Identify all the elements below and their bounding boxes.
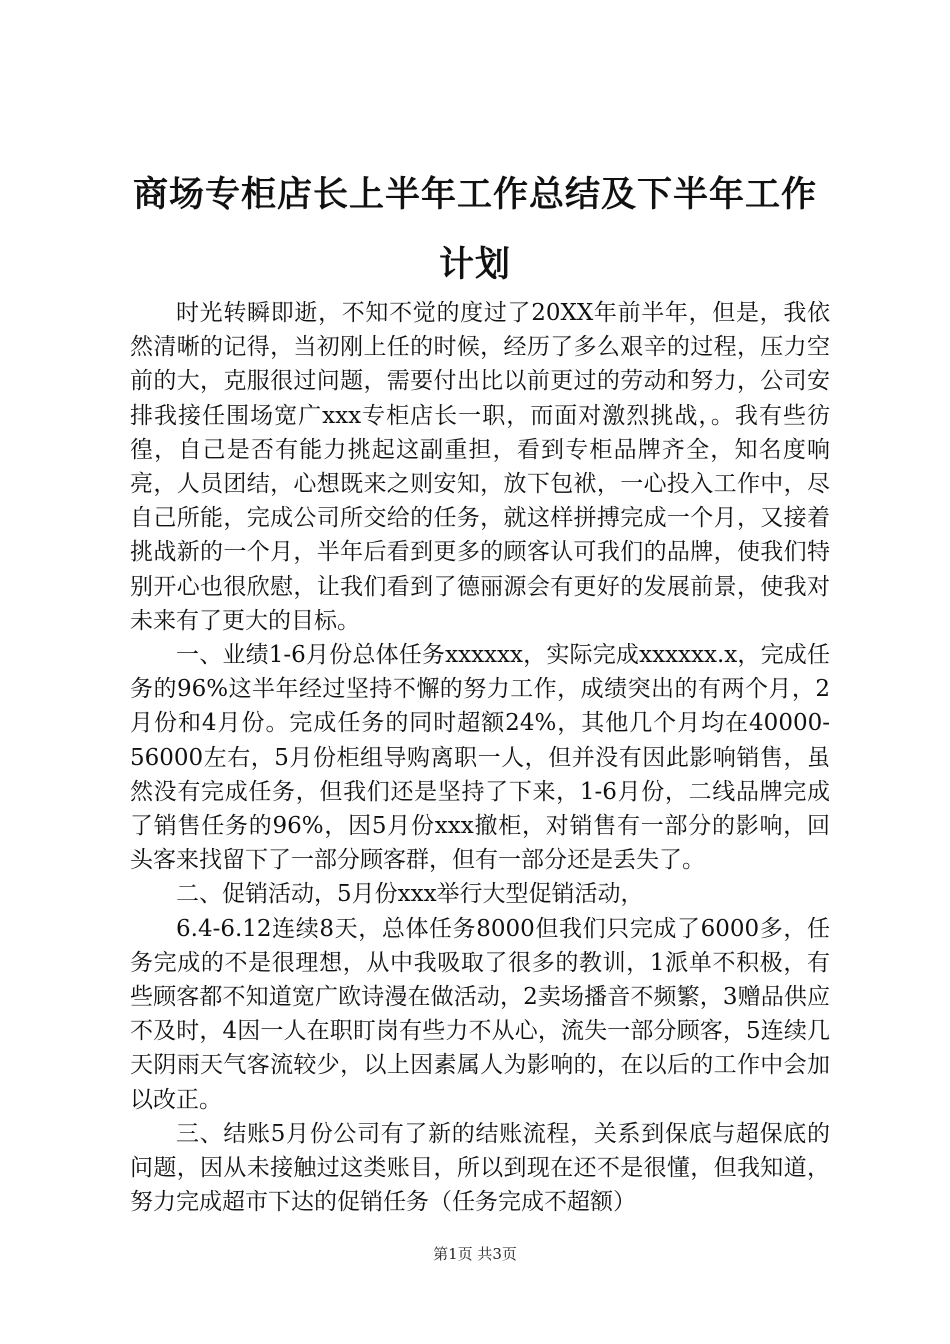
paragraph-intro: 时光转瞬即逝，不知不觉的度过了20XX年前半年，但是，我依然清晰的记得，当初刚上任的时候，经历了多么艰辛的过程，压力空前的大，克服很过问题，需要付出比以前更过的劳动和努力，公司安排我接任围场宽广xxx专柜店长一职，而面对激烈挑战，。我有些彷徨，自己是否有能力挑起这副重担，看到专柜品牌齐全，知名度响亮，人员团结，心想既来之则安知，放下包袱，一心投入工作中，尽自己所能，完成公司所交给的任务，就这样拼搏完成一个月，又接着挑战新的一个月，半年后看到更多的顾客认可我们的品牌，使我们特别开心也很欣慰，让我们看到了德丽源会有更好的发展前景，使我对未来有了更大的目标。 bbox=[130, 300, 830, 634]
paragraph-promotion-details: 6.4-6.12连续8天，总体任务8000但我们只完成了6000多，任务完成的不是很理想，从中我吸取了很多的教训，1派单不积极，有些顾客都不知道宽广欧诗漫在做活动，2卖场播音不频繁，3赠品供应不及时，4因一人在职盯岗有些力不从心，流失一部分顾客，5连续几天阴雨天气客流较少，以上因素属人为影响的，在以后的工作中会加以改正。 bbox=[130, 915, 830, 1113]
paragraph-promotion-heading: 二、促销活动，5月份xxx举行大型促销活动， bbox=[176, 881, 644, 908]
paragraph-settlement: 三、结账5月份公司有了新的结账流程，关系到保底与超保底的问题，因从未接触过这类账目，所以到现在还不是很懂，但我知道，努力完成超市下达的促销任务（任务完成不超额） bbox=[130, 1120, 830, 1216]
document-body bbox=[130, 296, 830, 1219]
paragraph-performance: 一、业绩1-6月份总体任务xxxxxx，实际完成xxxxxx.x，完成任务的96%这半年经过坚持不懈的努力工作，成绩突出的有两个月，2月份和4月份。完成任务的同时超额24%，其他几个月均在40000-56000左右，5月份柜组导购离职一人，但并没有因此影响销售，虽然没有完成任务，但我们还是坚持了下来，1-6月份，二线品牌完成了销售任务的96%，因5月份xxx撤柜，对销售有一部分的影响，回头客来找留下了一部分顾客群，但有一部分还是丢失了。 bbox=[130, 642, 830, 874]
page-number-footer: 第1页 共3页 bbox=[433, 1245, 517, 1263]
document-title: 商场专柜店长上半年工作总结及下半年工作计划 bbox=[132, 175, 817, 285]
